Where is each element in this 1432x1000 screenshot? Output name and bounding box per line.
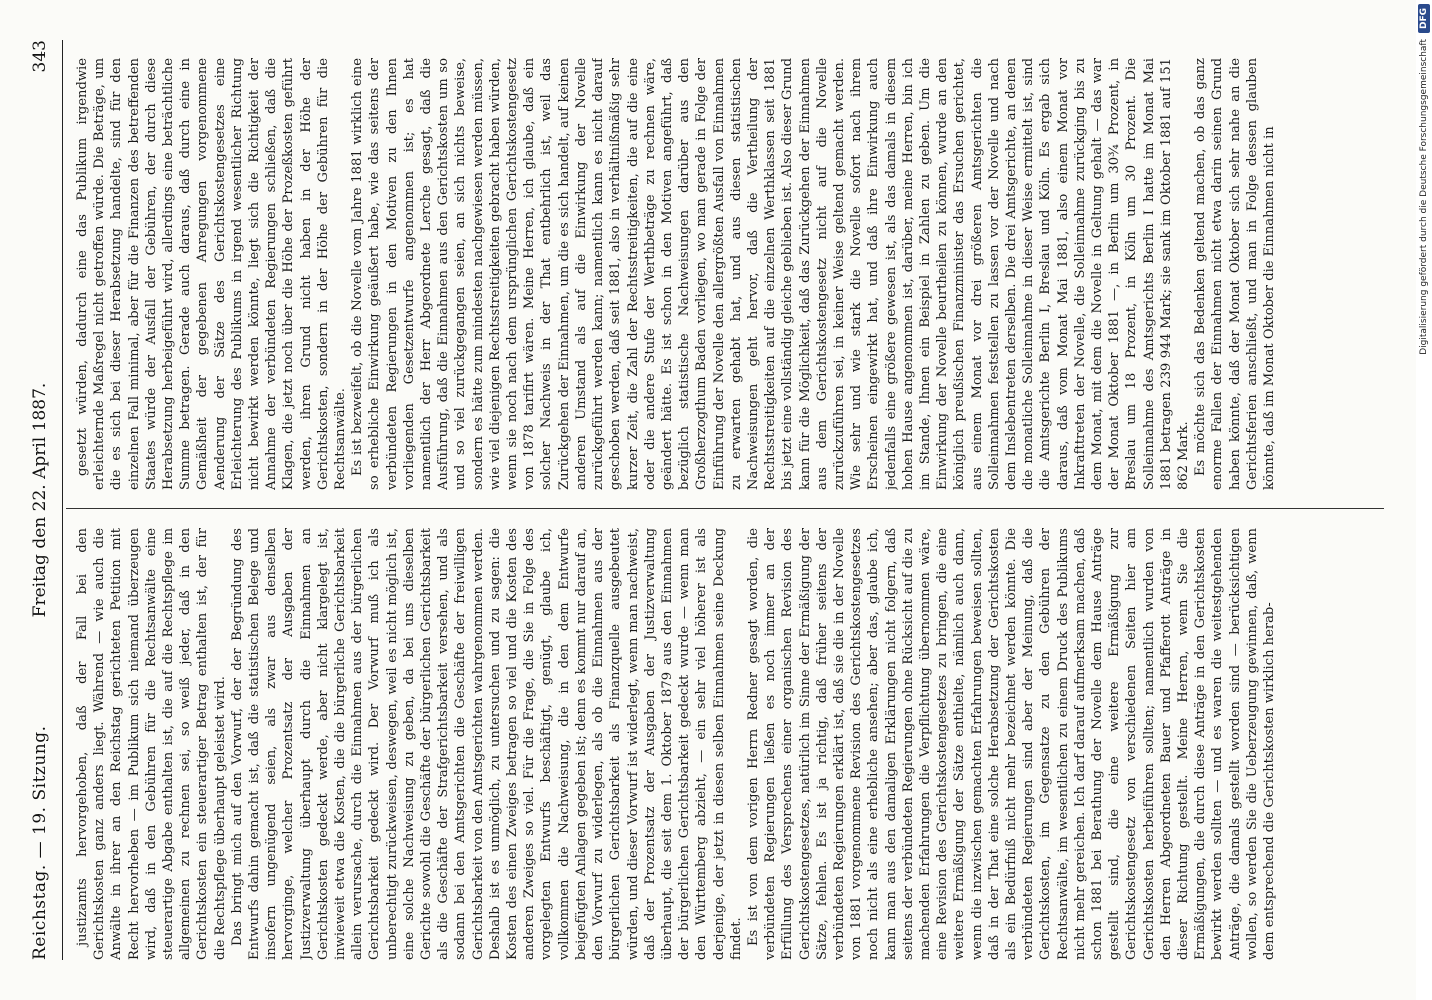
paragraph: justizamts hervorgehoben, daß der Fall bei den Gerichtskosten ganz anders liegt. Während — wie auch die Anwälte in ihrer an den Reichstag gerichteten Petition mit Recht hervorheben — im Publikum sich niemand überzeugen wird, daß in den Gebühren für die Rechtsanwälte eine steuerartige Abgabe enthalten ist, die auf die Rechtspflege im allgemeinen zu rechnen sei, so weiß jeder, daß in den Gerichtskosten ein steuerartiger Betrag enthalten ist, der für die Rechtspflege überhaupt geleistet wird.: [75, 528, 228, 960]
paragraph: Es ist von dem vorigen Herrn Redner gesagt worden, die verbündeten Regierungen ließen es noch immer an der Erfüllung des Versprechens einer organischen Revision des Gerichtskostengesetzes, natürlich im Sinne der Ermäßigung der Sätze, fehlen. Es ist ja richtig, daß früher seitens der verbündeten Regierungen erklärt ist, daß sie die in der Novelle von 1881 vorgenommene Revision des Gerichtskostengesetzes noch nicht als eine erhebliche ansehen; aber das, glaube ich, kann man aus den damaligen Erklärungen nicht folgern, daß seitens der verbündeten Regierungen ohne Rücksicht auf die zu machenden Erfahrungen die Verpflichtung übernommen wäre, eine Revision des Gerichtskostengesetzes zu bringen, die eine weitere Ermäßigung der Sätze enthielte, nämlich auch dann, wenn die inzwischen gemachten Erfahrungen beweisen sollten, daß in der That eine solche Herabsetzung der Gerichtskosten als ein Bedürfniß nicht mehr bezeichnet werden könnte. Die verbündeten Regierungen sind aber der Meinung, daß die Gerichtskosten, im Gegensatze zu den Gebühren der Rechtsanwälte, im wesentlichen zu einem Druck des Publikums nicht mehr gereichen. Ich darf darauf aufmerksam machen, daß schon 1881 bei Berathung der Novelle dem Hause Anträge gestellt sind, die eine weitere Ermäßigung zur Gerichtskostengesetz von verschiedenen Seiten hier am Gerichtskosten herbeiführen sollten; namentlich wurden von den Herren Abgeordneten Bauer und Pfafferott Anträge in dieser Richtung gestellt. Meine Herren, wenn Sie die Ermäßigungen, die durch diese Anträge in den Gerichtskosten bewirkt werden sollten — und es waren die weitestgehenden Anträge, die damals gestellt worden sind — berücksichtigen wollen, so werden Sie die Ueberzeugung gewinnen, daß, wenn dem entsprechend die Gerichtskosten wirklich herab-: [745, 528, 1278, 960]
right-column: [74, 58, 1374, 490]
header-rule: [62, 40, 63, 960]
running-head-date: Freitag den 22. April 1887.: [30, 382, 50, 618]
paragraph: Es ist bezweifelt, ob die Novelle vom Jahre 1881 wirklich eine so erhebliche Einwirkung geäußert habe, wie das seitens der verbündeten Regierungen in den Motiven zu den Ihnen vorliegenden Gesetzentwurfe angenommen ist; es hat namentlich der Herr Abgeordnete Lerche gesagt, daß die Ausführung, daß die Einnahmen aus den Gerichtskosten um so und so viel zurückgegangen seien, an sich nichts beweise, sondern es hätte zum mindesten nachgewiesen werden müssen, wie viel diejenigen Rechtsstreitigkeiten gebracht haben würden, wenn sie noch nach dem ursprünglichen Gerichtskostengesetz von 1878 tarifirt wären. Meine Herren, ich glaube, daß ein solcher Nachweis in der That entbehrlich ist, weil das Zurückgehen der Einnahmen, um die es sich handelt, auf keinen anderen Umstand als auf die Einwirkung der Novelle zurückgeführt werden kann; namentlich kann es nicht darauf geschoben werden, daß seit 1881, also in verhältnißmäßig sehr kurzer Zeit, die Zahl der Rechtsstreitigkeiten, die auf die eine oder die andere Stufe der Werthbeträge zu rechnen wäre, geändert hätte. Es ist schon in den Motiven angeführt, daß bezüglich statistische Nachweisungen darüber aus den Großherzogthum Baden vorliegen, wo man gerade in Folge der Einführung der Novelle den allergrößten Ausfall von Einnahmen zu erwarten gehabt hat, und aus diesen statistischen Nachweisungen geht hervor, daß die Vertheilung der Rechtsstreitigkeiten auf die einzelnen Werthklassen seit 1881 bis jetzt eine vollständig gleiche geblieben ist. Also dieser Grund kann für die Möglichkeit, daß das Zurückgehen der Einnahmen aus dem Gerichtskostengesetz nicht auf die Novelle zurückzuführen sei, in keiner Weise geltend gemacht werden. Wie sehr und wie stark die Novelle sofort nach ihrem Erscheinen eingewirkt hat, und daß ihre Einwirkung auch jedenfalls eine größere gewesen ist, als das damals in diesem hohen Hause angenommen ist, darüber, meine Herren, bin ich im Stande, Ihnen ein Beispiel in Zahlen zu geben. Um die Einwirkung der Novelle beurtheilen zu können, wurde an den königlich preußischen Finanzminister das Ersuchen gerichtet, aus einem Monat vor drei größeren Amtsgerichten die Solleinnahmen feststellen zu lassen vor der Novelle und nach dem Inslebentreten derselben. Die drei Amtsgerichte, an denen die monatliche Solleinnahme in dieser Weise ermittelt ist, sind die Amtsgerichte Berlin I, Breslau und Köln. Es ergab sich daraus, daß vom Monat Mai 1881, also einem Monat vor Inkrafttreten der Novelle, die Solleinnahme zurückging bis zu dem Monat, mit dem die Novelle in Geltung gehalt — das war der Monat Oktober 1881 —, in Berlin um 30¾ Prozent, in Breslau um 18 Prozent, in Köln um 30 Prozent. Die Solleinnahme des Amtsgerichts Berlin I hatte im Monat Mai 1881 betragen 239 944 Mark; sie sank im Oktober 1881 auf 151 862 Mark.: [350, 58, 1191, 490]
column-divider: [66, 508, 1384, 509]
running-head-left: Reichstag. — 19. Sitzung.: [30, 725, 50, 960]
running-head: [30, 40, 56, 960]
digitization-note: Digitalisierung gefördert durch die Deutsche Forschungsgemeinschaft: [1419, 39, 1429, 355]
paragraph: Es möchte sich das Bedenken geltend machen, ob das ganz enorme Fallen der Einnahmen nicht etwa darin seinen Grund haben könnte, daß der Monat Oktober sich sehr nahe an die Gerichtsferien anschließt, und man in Folge dessen glauben könnte, daß im Monat Oktober die Einnahmen nicht in: [1193, 58, 1278, 490]
page-number: 343: [30, 40, 50, 73]
digitization-credit: [1416, 0, 1432, 1000]
left-column: [74, 528, 1374, 960]
paragraph: gesetzt würden, dadurch eine das Publikum irgendwie erleichternde Maßregel nicht getroffen würde. Die Beträge, um die es sich bei dieser Herabsetzung handelte, sind für den einzelnen Fall minimal, aber für die Finanzen des betreffenden Staates würde der Ausfall der Gebühren, der durch diese Herabsetzung herbeigeführt wird, allerdings eine beträchtliche Summe betragen. Gerade auch daraus, daß durch eine in Gemäßheit der gegebenen Anregungen vorgenommene Aenderung der Sätze des Gerichtskostengesetzes eine Erleichterung des Publikums in irgend wesentlicher Richtung nicht bewirkt werden könnte, liegt sich die Richtigkeit der Annahme der verbündeten Regierungen schließen, daß die Klagen, die jetzt noch über die Höhe der Prozeßkosten geführt werden, ihren Grund nicht haben in der Höhe der Gerichtskosten, sondern in der Höhe der Gebühren für die Rechtsanwälte.: [75, 58, 349, 490]
dfg-logo: DFG: [1418, 4, 1430, 33]
paragraph: Das bringt mich auf den Vorwurf, der der Begründung des Entwurfs dahin gemacht ist, daß die statistischen Belege und insofern ungenügend seien, als zwar aus denselben hervorginge, welcher Prozentsatz der Ausgaben der Justizverwaltung überhaupt durch die Einnahmen an Gerichtskosten gedeckt werde, aber nicht klargelegt ist, inwieweit etwa die Kosten, die die bürgerliche Gerichtsbarkeit allein verursache, durch die Einnahmen aus der bürgerlichen Gerichtsbarkeit gedeckt wird. Der Vorwurf muß ich als unberechtigt zurückweisen, deswegen, weil es nicht möglich ist, eine solche Nachweisung zu geben, da bei uns dieselben Gerichte sowohl die Geschäfte der bürgerlichen Gerichtsbarkeit als die Geschäfte der Strafgerichtsbarkeit versehen, und als sodann bei den Amtsgerichten die Geschäfte der freiwilligen Gerichtsbarkeit von den Amtsgerichten wahrgenommen werden. Deshalb ist es unmöglich, zu untersuchen und zu sagen: die Kosten des einen Zweiges betragen so viel und die Kosten des anderen Zweiges so viel. Für die Frage, die Sie in Folge des vorgelegten Entwurfs beschäftigt, genügt, glaube ich, vollkommen die Nachweisung, die in den dem Entwurfe beigefügten Anlagen gegeben ist; denn es kommt nur darauf an, den Vorwurf zu widerlegen, als ob die Einnahmen aus der bürgerlichen Gerichtsbarkeit als Finanzquelle ausgebeutet würden, und dieser Vorwurf ist widerlegt, wenn man nachweist, daß der Prozentsatz der Ausgaben der Justizverwaltung überhaupt, die seit dem 1. Oktober 1879 aus den Einnahmen der bürgerlichen Gerichtsbarkeit gedeckt wurde — wenn man den Württemberg abzieht, — ein sehr viel höherer ist als derjenige, der jetzt in diesen selben Einnahmen seine Deckung findet.: [229, 528, 744, 960]
